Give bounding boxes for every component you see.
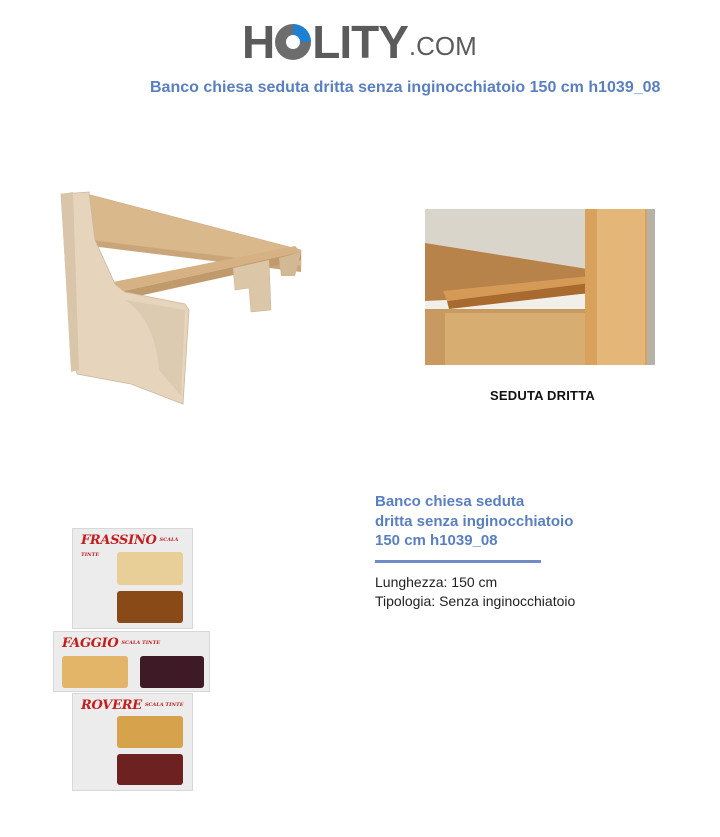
site-logo[interactable] <box>242 18 477 66</box>
logo-suffix: .COM <box>408 31 477 61</box>
page-title: Banco chiesa seduta dritta senza inginocchiatoio 150 cm h1039_08 <box>150 79 661 96</box>
photo-caption: SEDUTA DRITTA <box>490 388 595 403</box>
product-title-line: dritta senza inginocchiatoio <box>375 512 574 530</box>
swatch-faggio-dark <box>140 656 204 688</box>
swatch-faggio-light <box>62 656 128 688</box>
swatch-title: FAGGIO $^{SCALA TINTE}$ <box>62 636 161 651</box>
product-title-line: 150 cm h1039_08 <box>375 532 498 549</box>
spec-type: Tipologia: Senza inginocchiatoio <box>375 592 576 609</box>
seat-detail-photo <box>425 209 655 365</box>
product-title-line: Banco chiesa seduta <box>375 493 525 510</box>
swatch-frassino-light <box>117 552 183 585</box>
title-divider <box>375 560 541 563</box>
product-info <box>375 492 605 611</box>
product-title <box>375 492 605 551</box>
swatch-title: FRASSINO $^{SCALA TINTE}$ <box>81 533 179 558</box>
swatch-title: ROVERE $^{SCALA TINTE}$ <box>81 698 184 713</box>
swatch-card-frassino <box>72 528 193 629</box>
swatch-frassino-dark <box>117 591 183 623</box>
logo-wordmark: H LITY <box>242 16 408 68</box>
logo-o-icon <box>275 24 311 60</box>
swatch-rovere-dark <box>117 754 183 785</box>
swatch-card-rovere <box>72 693 193 791</box>
bench-image <box>55 180 305 410</box>
swatch-rovere-light <box>117 716 183 748</box>
spec-length: Lunghezza: 150 cm <box>375 573 498 590</box>
swatch-card-faggio <box>53 631 210 692</box>
